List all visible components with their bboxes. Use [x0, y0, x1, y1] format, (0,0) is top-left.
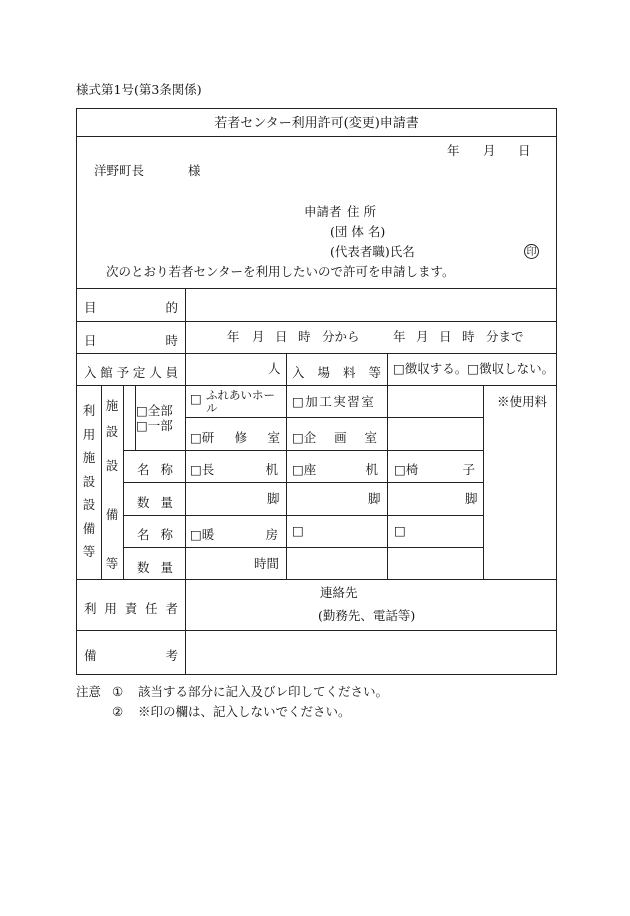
fee-label [292, 363, 381, 381]
form-reference: 様式第1号(第3条関係) [76, 82, 202, 97]
purpose-label-char: 目 [84, 300, 97, 315]
long-desk-checkbox[interactable] [190, 460, 278, 478]
time-from-hour: 時 [298, 329, 311, 344]
equipment-item-text: 子 [462, 462, 475, 477]
request-text: 次のとおり若者センターを利用したいので許可を申請します。 [106, 264, 455, 279]
facility-outer-char: 施 [82, 450, 96, 466]
unit-hours: 時間 [254, 556, 280, 571]
unit-label: 脚 [267, 491, 280, 506]
visitors-label-char: 定 [132, 365, 146, 380]
facility-section-char: 施 [105, 398, 119, 413]
equipment-item-text: □長 [190, 462, 215, 477]
time-to-year: 年 [393, 329, 406, 344]
equipment-qty-label [137, 493, 173, 511]
equipment-section-char: 設 [105, 458, 119, 473]
chair-checkbox[interactable] [394, 460, 475, 478]
kako-room-checkbox[interactable]: □加工実習室 [292, 394, 376, 409]
remarks-label-char: 備 [84, 648, 97, 663]
purpose-label [84, 298, 178, 316]
equipment-qty-char: 量 [160, 495, 173, 510]
fee-label-char: 等 [368, 365, 381, 380]
equipment-name-label [137, 525, 173, 543]
kenshu-char: □研 [190, 430, 215, 445]
blank-equipment-checkbox[interactable]: □ [394, 523, 406, 538]
equipment-item-text: □座 [292, 462, 317, 477]
facility-outer-char: 設 [82, 473, 96, 489]
notes-label: 注意 [76, 684, 102, 699]
visitors-unit: 人 [268, 361, 281, 376]
note-text: 該当する部分に記入及びレ印してください。 [138, 684, 389, 699]
time-label-char: 日 [84, 333, 97, 348]
facility-outer-char: 利 [82, 403, 96, 418]
usage-fee-note: ※使用料 [497, 394, 548, 409]
equipment-qty-char: 数 [137, 560, 150, 575]
responsible-label [84, 599, 178, 617]
kikaku-room-checkbox[interactable] [292, 428, 377, 446]
kenshu-char: 修 [234, 430, 248, 445]
date-day: 日 [518, 143, 531, 158]
facility-section-char: 設 [105, 423, 119, 439]
time-from-minute: 分から [322, 329, 360, 344]
facility-outer-char: 用 [82, 426, 96, 442]
time-label [84, 331, 178, 349]
time-to-day: 日 [439, 329, 452, 344]
facility-outer-char: 設 [82, 497, 96, 513]
equipment-name-char: 称 [160, 527, 173, 542]
equipment-name-char: 称 [160, 462, 173, 477]
equipment-item-text: 房 [265, 527, 278, 542]
time-label-char: 時 [165, 333, 178, 348]
equipment-item-text: □暖 [190, 527, 215, 542]
time-to-hour: 時 [462, 329, 475, 344]
equipment-item-text: 机 [265, 462, 278, 477]
blank-equipment-checkbox[interactable]: □ [292, 523, 304, 538]
visitors-label [84, 363, 178, 381]
form-title: 若者センター利用許可(変更)申請書 [214, 116, 419, 131]
equipment-qty-char: 量 [160, 560, 173, 575]
fee-label-char: 入 [292, 365, 305, 380]
responsible-label-char: 任 [145, 601, 158, 616]
kenshu-room-checkbox[interactable] [190, 428, 280, 446]
low-desk-checkbox[interactable] [292, 460, 378, 478]
equipment-qty-label [137, 558, 173, 576]
note-number: ① [112, 684, 124, 699]
fee-label-char: 場 [317, 365, 330, 380]
addressee-name: 洋野町長 [94, 163, 145, 178]
facility-outer-char: 等 [82, 544, 96, 560]
equipment-item-text: □椅 [394, 462, 419, 477]
date-month: 月 [483, 143, 496, 158]
contact-label: 連絡先 [320, 585, 358, 600]
remarks-label-char: 考 [165, 648, 178, 663]
facility-outer-label [82, 405, 96, 559]
applicant-address-label: 住 所 [347, 204, 376, 219]
note-text: ※印の欄は、記入しないでください。 [138, 704, 351, 719]
responsible-label-char: 用 [104, 601, 117, 616]
unit-label: 脚 [368, 491, 381, 506]
facility-outer-char: 備 [82, 520, 96, 536]
kikaku-char: 室 [364, 430, 377, 445]
equipment-name-char: 名 [137, 462, 150, 477]
visitors-label-char: 館 [100, 365, 113, 380]
fureai-hall-checkbox[interactable]: □ [190, 391, 202, 406]
fee-label-char: 料 [342, 365, 356, 380]
time-from-day: 日 [275, 329, 288, 344]
kikaku-char: 画 [334, 430, 347, 445]
applicant-group-label: (団 体 名) [330, 224, 386, 239]
equipment-name-label [137, 460, 173, 478]
fee-options[interactable]: □徴収する。□徴収しない。 [393, 361, 555, 376]
fureai-hall-label: ふれあいホール [206, 388, 275, 415]
kenshu-char: 室 [267, 430, 280, 445]
remarks-label [84, 646, 178, 664]
contact-sub-label: (勤務先、電話等) [318, 608, 416, 623]
time-to-minute: 分まで [486, 329, 524, 344]
heater-checkbox[interactable] [190, 525, 278, 543]
addressee-honorific: 様 [188, 163, 201, 178]
equipment-section-char: 等 [105, 555, 119, 571]
time-from-month: 月 [252, 329, 265, 344]
responsible-label-char: 責 [124, 601, 138, 616]
purpose-label-char: 的 [165, 300, 178, 315]
responsible-label-char: 者 [165, 601, 178, 616]
facility-option-all[interactable]: □全部 [136, 403, 173, 418]
visitors-label-char: 入 [84, 365, 97, 380]
applicant-name-label: (代表者職)氏名 [330, 244, 415, 259]
visitors-label-char: 予 [116, 365, 130, 380]
equipment-section-label [105, 460, 119, 570]
equipment-name-char: 名 [137, 527, 150, 542]
note-number: ② [112, 704, 124, 719]
facility-section-label [105, 400, 119, 438]
applicant-label: 申請者 [304, 204, 342, 219]
kikaku-char: □企 [292, 430, 317, 445]
application-form [76, 108, 557, 675]
facility-option-part[interactable]: □一部 [136, 418, 173, 433]
responsible-label-char: 利 [84, 601, 97, 616]
seal-mark: 印 [524, 244, 539, 259]
date-year: 年 [447, 143, 460, 158]
unit-label: 脚 [465, 491, 478, 506]
time-from-year: 年 [227, 329, 240, 344]
visitors-label-char: 人 [149, 365, 162, 380]
time-to-month: 月 [416, 329, 429, 344]
equipment-section-char: 備 [105, 506, 119, 522]
equipment-qty-char: 数 [137, 495, 150, 510]
equipment-item-text: 机 [365, 462, 378, 477]
visitors-label-char: 員 [165, 365, 178, 380]
